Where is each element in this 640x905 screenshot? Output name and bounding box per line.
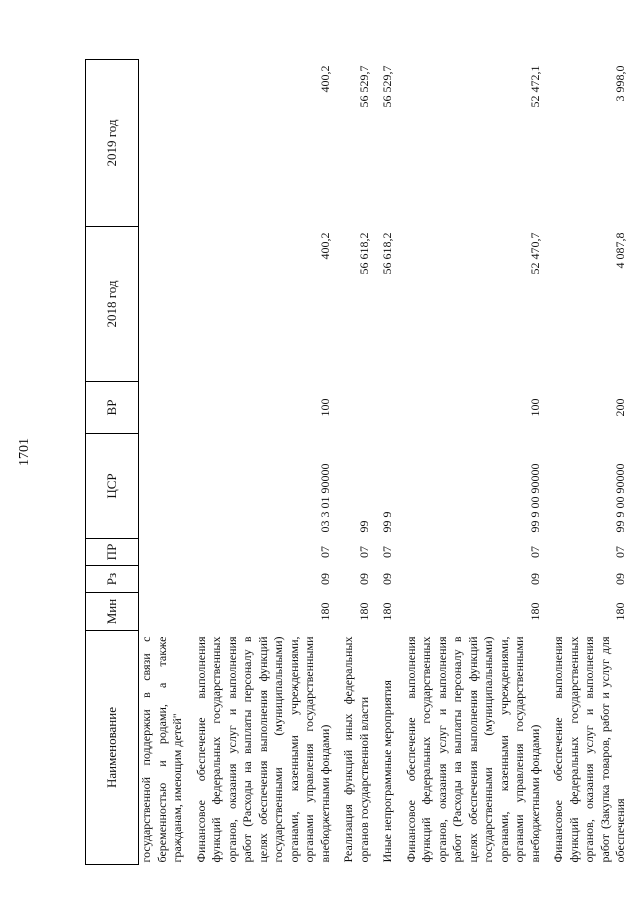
row-name: Финансовое обеспечение выполнения функций федеральных государственных органов, оказания услуг и выполнения работ (Расходы на выплаты персоналу в целях обеспечения выполнения функций государственными (муниципальными) органами, казенными учреждениями, органами управления государственными внебюджетными фондами) bbox=[403, 636, 542, 863]
row-rz bbox=[139, 566, 191, 593]
row-2018 bbox=[139, 227, 191, 382]
budget-table-rotated-page bbox=[85, 60, 627, 865]
row-2018: 56 618,2 bbox=[380, 232, 394, 275]
row-2018: 52 470,7 bbox=[527, 232, 542, 275]
table-row bbox=[191, 60, 339, 865]
row-csr: 99 bbox=[356, 520, 371, 533]
row-vr bbox=[377, 382, 401, 434]
budget-table bbox=[85, 59, 634, 865]
row-pr bbox=[139, 539, 191, 566]
row-pr: 07 bbox=[317, 546, 332, 558]
row-name: Финансовое обеспечение выполнения функций федеральных государственных органов, оказания услуг и выполнения работ (Закупка товаров, работ и услуг для обеспечения bbox=[551, 636, 627, 863]
row-vr bbox=[338, 382, 377, 434]
header-2018: 2018 год bbox=[86, 227, 139, 382]
row-vr: 200 bbox=[613, 398, 627, 417]
row-min bbox=[139, 593, 191, 631]
row-2019: 3 998,0 bbox=[613, 65, 627, 102]
row-vr bbox=[139, 382, 191, 434]
row-2018: 4 087,8 bbox=[613, 232, 627, 269]
row-rz: 09 bbox=[356, 573, 371, 585]
header-pr: ПР bbox=[86, 539, 139, 566]
row-min: 180 bbox=[356, 602, 371, 621]
row-min: 180 bbox=[527, 602, 542, 621]
row-2018: 56 618,2 bbox=[356, 232, 371, 275]
header-vr: ВР bbox=[86, 382, 139, 434]
row-min: 180 bbox=[317, 602, 332, 621]
row-pr: 07 bbox=[356, 546, 371, 558]
row-2019: 56 529,7 bbox=[356, 65, 371, 108]
table-row bbox=[377, 60, 401, 865]
table-row bbox=[139, 60, 191, 865]
row-csr bbox=[139, 434, 191, 539]
header-csr: ЦСР bbox=[86, 434, 139, 539]
table-header-row bbox=[86, 60, 139, 865]
row-name: государственной поддержки в связи с беременностью и родами, а также гражданам, имеющим детей" bbox=[139, 636, 184, 863]
table-row bbox=[548, 60, 634, 865]
row-min: 180 bbox=[613, 602, 627, 621]
row-rz: 09 bbox=[527, 573, 542, 585]
row-2019 bbox=[139, 60, 191, 227]
row-2019: 52 472,1 bbox=[527, 65, 542, 108]
row-name: Финансовое обеспечение выполнения функций федеральных государственных органов, оказания услуг и выполнения работ (Расходы на выплаты персоналу в целях обеспечения выполнения функций государственными (муниципальными) органами, казенными учреждениями, органами управления государственными внебюджетными фондами) bbox=[193, 636, 332, 863]
page-number: 1701 bbox=[17, 438, 32, 466]
row-2019: 400,2 bbox=[317, 65, 332, 93]
table-row bbox=[338, 60, 377, 865]
row-rz: 09 bbox=[380, 573, 394, 585]
header-rz: Рз bbox=[86, 566, 139, 593]
row-2018: 400,2 bbox=[317, 232, 332, 260]
row-rz: 09 bbox=[317, 573, 332, 585]
row-pr: 07 bbox=[527, 546, 542, 558]
row-name: Реализация функций иных федеральных органов государственной власти bbox=[341, 636, 371, 863]
header-name: Наименование bbox=[86, 631, 139, 865]
row-pr: 07 bbox=[613, 546, 627, 558]
row-min: 180 bbox=[380, 602, 394, 621]
table-row bbox=[401, 60, 549, 865]
row-csr: 03 3 01 90000 bbox=[317, 463, 332, 533]
row-pr: 07 bbox=[380, 546, 394, 558]
row-name: Иные непрограммные мероприятия bbox=[380, 680, 394, 863]
row-vr: 100 bbox=[527, 398, 542, 417]
header-2019: 2019 год bbox=[86, 60, 139, 227]
header-min: Мин bbox=[86, 593, 139, 631]
row-2019: 56 529,7 bbox=[380, 65, 394, 108]
row-csr: 99 9 00 90000 bbox=[527, 463, 542, 533]
row-csr: 99 9 00 90000 bbox=[613, 463, 627, 533]
row-vr: 100 bbox=[317, 398, 332, 417]
row-rz: 09 bbox=[613, 573, 627, 585]
row-csr: 99 9 bbox=[380, 511, 394, 533]
